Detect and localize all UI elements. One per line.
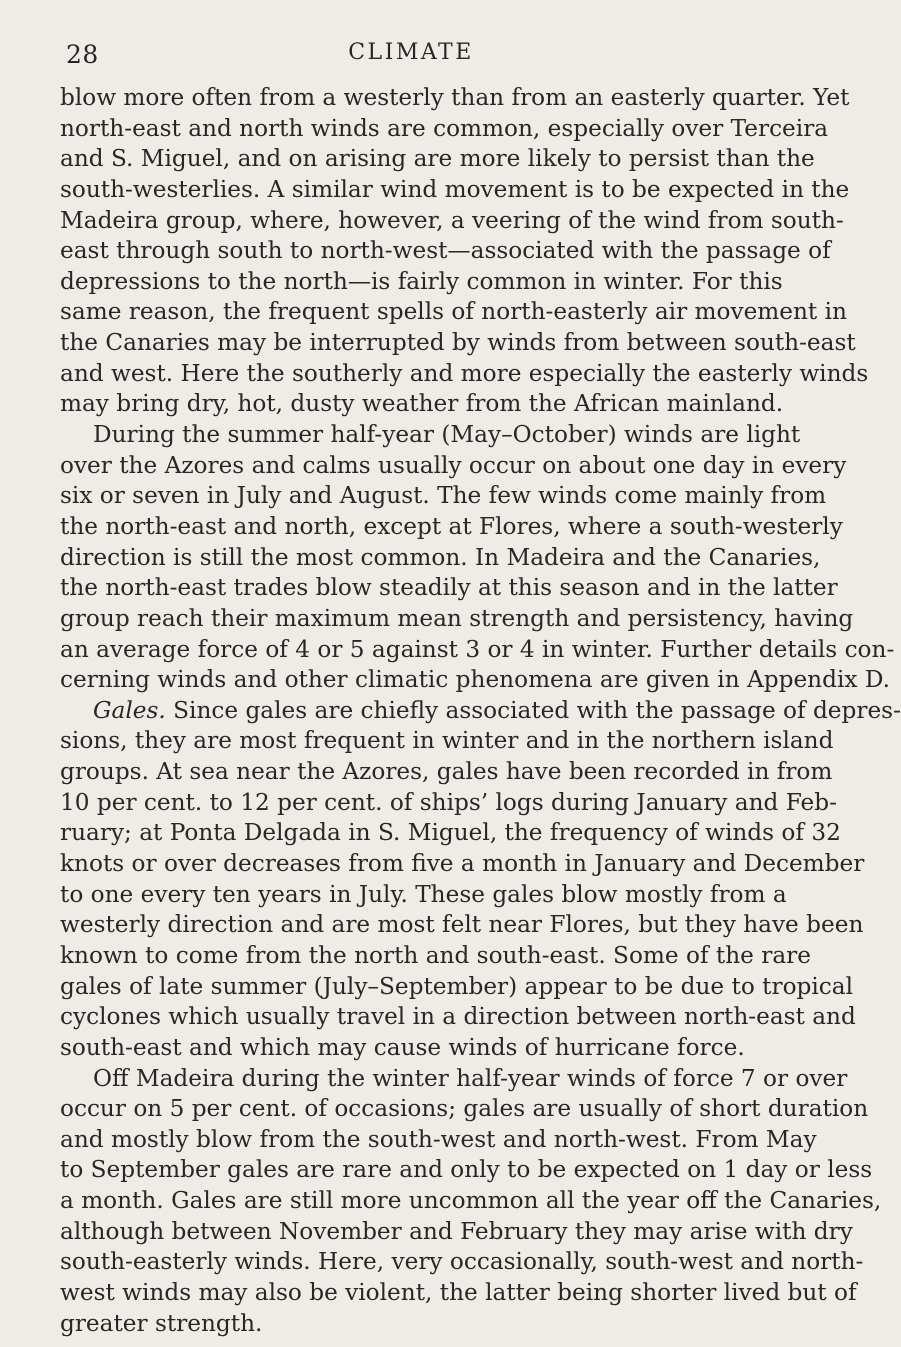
text-line: the north-east trades blow steadily at this season and in the latter <box>60 574 838 602</box>
running-head: CLIMATE <box>348 40 474 65</box>
paragraph-start-line <box>60 696 901 727</box>
text-line: and west. Here the southerly and more especially the easterly winds <box>60 359 869 387</box>
text-line: north-east and north winds are common, especially over Terceira <box>60 114 829 142</box>
text-line: the north-east and north, except at Flores, where a south-westerly <box>60 512 843 540</box>
text-line: over the Azores and calms usually occur on about one day in every <box>60 451 847 479</box>
text-line: knots or over decreases from five a month in January and December <box>60 850 865 878</box>
text-line: occur on 5 per cent. of occasions; gales are usually of short duration <box>60 1095 869 1123</box>
paragraph-start-line: Off Madeira during the winter half-year winds of force 7 or over <box>93 1064 848 1092</box>
paragraph-end-line: may bring dry, hot, dusty weather from the African mainland. <box>60 390 784 418</box>
text-line: gales of late summer (July–September) appear to be due to tropical <box>60 972 854 1000</box>
text-line: and mostly blow from the south-west and north-west. From May <box>60 1125 817 1153</box>
text-line: to one every ten years in July. These gales blow mostly from a <box>60 880 787 908</box>
text-line: west winds may also be violent, the latter being shorter lived but of <box>60 1278 857 1306</box>
text-line: cyclones which usually travel in a direction between north-east and <box>60 1003 856 1031</box>
page-header <box>66 40 756 80</box>
text-line: direction is still the most common. In Madeira and the Canaries, <box>60 543 821 571</box>
body-text <box>60 83 901 1339</box>
text-line: cerning winds and other climatic phenomena are given in Appendix D. <box>60 666 890 694</box>
text-line: the Canaries may be interrupted by winds from between south-east <box>60 329 856 357</box>
text-line: sions, they are most frequent in winter and in the northern island <box>60 727 834 755</box>
text-line: same reason, the frequent spells of north-easterly air movement in <box>60 298 847 326</box>
gales-text: Since gales are chiefly associated with the passage of depres- <box>173 696 901 724</box>
text-line: ruary; at Ponta Delgada in S. Miguel, the frequency of winds of 32 <box>60 819 841 847</box>
text-line: known to come from the north and south-east. Some of the rare <box>60 941 811 969</box>
page-number: 28 <box>66 40 99 69</box>
text-line: although between November and February they may arise with dry <box>60 1217 853 1245</box>
text-line: an average force of 4 or 5 against 3 or 4 in winter. Further details con- <box>60 635 895 663</box>
paragraph-end-line: south-east and which may cause winds of hurricane force. <box>60 1033 745 1061</box>
text-line: south-westerlies. A similar wind movement is to be expected in the <box>60 175 850 203</box>
text-line: blow more often from a westerly than from an easterly quarter. Yet <box>60 84 850 111</box>
text-line: to September gales are rare and only to be expected on 1 day or less <box>60 1156 873 1184</box>
text-line: 10 per cent. to 12 per cent. of ships’ logs during January and Feb- <box>60 788 837 816</box>
text-line: and S. Miguel, and on arising are more likely to persist than the <box>60 145 815 173</box>
text-line: group reach their maximum mean strength and persistency, having <box>60 604 854 632</box>
paragraph-start-line: During the summer half-year (May–October) winds are light <box>93 421 801 449</box>
gales-heading: Gales. <box>93 696 166 724</box>
text-line: Madeira group, where, however, a veering of the wind from south- <box>60 206 844 234</box>
paragraph-end-line: greater strength. <box>60 1309 263 1337</box>
text-line: six or seven in July and August. The few winds come mainly from <box>60 482 827 510</box>
text-line: westerly direction and are most felt near Flores, but they have been <box>60 911 864 939</box>
text-line: groups. At sea near the Azores, gales have been recorded in from <box>60 758 833 786</box>
text-line: depressions to the north—is fairly common in winter. For this <box>60 267 783 295</box>
text-line: east through south to north-west—associated with the passage of <box>60 237 831 265</box>
text-line: a month. Gales are still more uncommon all the year off the Canaries, <box>60 1187 882 1215</box>
text-line: south-easterly winds. Here, very occasionally, south-west and north- <box>60 1248 864 1276</box>
